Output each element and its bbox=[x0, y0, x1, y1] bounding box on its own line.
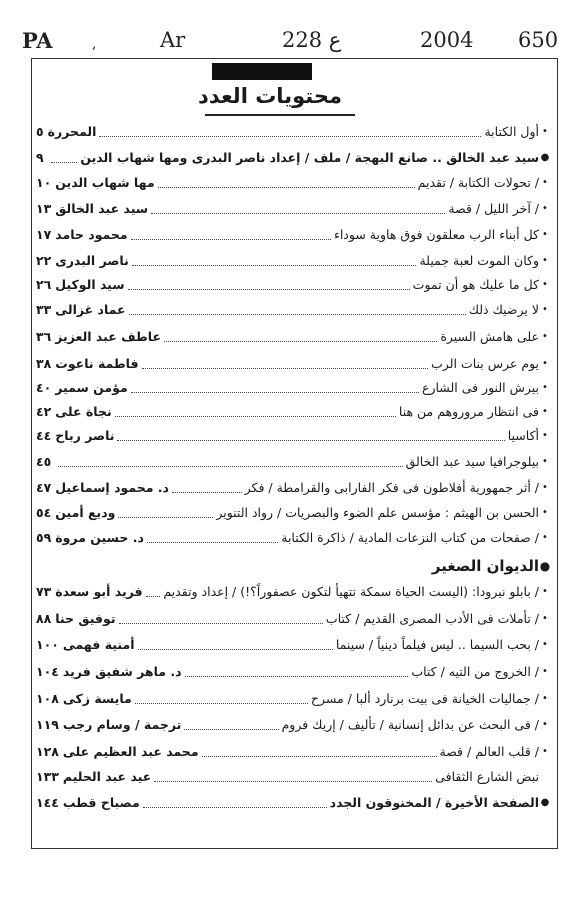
entry-page-number: ١٠٨ bbox=[36, 691, 59, 706]
entry-page-number: ٨٨ bbox=[36, 611, 52, 626]
list-item bbox=[36, 761, 551, 785]
entry-title: أول الكتابة bbox=[484, 124, 539, 139]
entry-title: قلب العالم / قصة / bbox=[439, 744, 539, 759]
redaction-bar bbox=[212, 63, 312, 80]
dot-leader bbox=[129, 313, 466, 315]
entry-page-number: ١٠٤ bbox=[36, 664, 59, 679]
bullet-icon: • bbox=[542, 126, 548, 137]
dot-leader bbox=[202, 755, 437, 757]
bullet-icon: • bbox=[542, 304, 548, 315]
entry-title: بيلوجرافيا سيد عبد الخالق bbox=[405, 454, 539, 469]
list-item bbox=[36, 269, 551, 293]
list-item bbox=[36, 603, 551, 627]
entry-title: تحولات الكتابة / تقديم / bbox=[417, 175, 539, 190]
entry-page-number: ٣٣ bbox=[36, 302, 52, 317]
entry-page-number: ١٠ bbox=[36, 175, 52, 190]
bullet-icon: • bbox=[542, 358, 548, 369]
list-item bbox=[36, 245, 551, 269]
entry-author: د. محمود إسماعيل bbox=[55, 480, 169, 495]
entry-title: نبض الشارع الثقافى bbox=[435, 769, 539, 784]
bullet-icon: ● bbox=[540, 797, 550, 808]
entry-page-number: ٢٦ bbox=[36, 277, 52, 292]
list-item bbox=[36, 116, 551, 140]
list-item bbox=[36, 372, 551, 396]
bullet-icon: • bbox=[542, 279, 548, 290]
dot-leader bbox=[154, 780, 432, 782]
dot-leader bbox=[128, 288, 410, 290]
list-item bbox=[36, 193, 551, 217]
entry-author: سيد الوكيل bbox=[55, 277, 125, 292]
entry-title: كل أبناء الرب معلقون فوق هاوية سوداء bbox=[333, 227, 539, 242]
entry-page-number: ٤٤ bbox=[36, 428, 52, 443]
dot-leader bbox=[132, 264, 417, 266]
entry-page-number: ١٧ bbox=[36, 227, 52, 242]
entry-author: د. حسين مروة bbox=[55, 530, 144, 545]
bullet-icon: • bbox=[542, 507, 548, 518]
entry-title: الخروج من التيه / كتاب / bbox=[411, 664, 539, 679]
entry-title: صفحات من كتاب النزعات المادية / ذاكرة الكتابة / bbox=[281, 530, 539, 545]
entry-author: المحررة bbox=[47, 124, 97, 139]
entry-title: بحب السيما .. ليس فيلماً دينياً / سينما / bbox=[335, 637, 539, 652]
list-item bbox=[36, 736, 551, 760]
dot-leader bbox=[131, 238, 331, 240]
entry-page-number: ٤٢ bbox=[36, 404, 52, 419]
entry-title: آخر الليل / قصة / bbox=[448, 201, 539, 216]
entry-page-number: ١١٩ bbox=[36, 717, 59, 732]
entry-page-number: ٥٤ bbox=[36, 505, 52, 520]
entry-title: فى البحث عن بدائل إنسانية / تأليف / إريك فروم / bbox=[281, 717, 539, 732]
dot-leader bbox=[119, 622, 323, 624]
handwritten-note-5: 2004 bbox=[420, 28, 474, 52]
handwritten-note-6: 650 bbox=[518, 28, 559, 52]
entry-page-number: ١٢٨ bbox=[36, 744, 59, 759]
entry-title: على هامش السيرة bbox=[440, 329, 539, 344]
list-item bbox=[36, 709, 551, 733]
entry-author: مايسة زكى bbox=[62, 691, 132, 706]
entry-author: ناصر البدرى bbox=[55, 253, 129, 268]
list-item bbox=[36, 142, 551, 166]
entry-title: لا يرضيك ذلك bbox=[468, 302, 539, 317]
entry-author: فاطمة ناعوت bbox=[55, 356, 139, 371]
dot-leader bbox=[115, 415, 396, 417]
bullet-icon: • bbox=[542, 203, 548, 214]
entry-title: وكان الموت لعبة جميلة bbox=[419, 253, 539, 268]
dot-leader bbox=[58, 465, 402, 467]
entry-author: سيد عبد الخالق bbox=[55, 201, 149, 216]
entry-page-number: ٩ bbox=[36, 150, 44, 165]
entry-page-number: ١٣ bbox=[36, 201, 52, 216]
dot-leader bbox=[151, 212, 445, 214]
list-item bbox=[36, 497, 551, 521]
entry-author: وديع أمين bbox=[55, 505, 116, 520]
dot-leader bbox=[135, 702, 308, 704]
handwritten-note-3: Ar bbox=[160, 28, 186, 52]
bullet-icon: ● bbox=[540, 152, 550, 163]
dot-leader bbox=[118, 516, 213, 518]
entry-title: الديوان الصغير bbox=[431, 557, 539, 575]
entry-author: مصباح قطب bbox=[62, 795, 140, 810]
entry-page-number: ٤٧ bbox=[36, 480, 52, 495]
handwritten-note-2: , bbox=[92, 36, 97, 52]
bullet-icon: • bbox=[542, 666, 548, 677]
entry-title: أثر جمهورية أفلاطون فى فكر الفارابى والقرامطة / فكر / bbox=[244, 480, 539, 495]
entry-page-number: ٣٨ bbox=[36, 356, 52, 371]
entry-author: عيد عبد الحليم bbox=[62, 769, 152, 784]
entry-title: الحسن بن الهيثم : مؤسس علم الضوء والبصريات / رواد التنوير bbox=[216, 505, 539, 520]
entry-author: توفيق حنا bbox=[55, 611, 116, 626]
entry-page-number: ٥٩ bbox=[36, 530, 52, 545]
bullet-icon: • bbox=[542, 406, 548, 417]
entry-title: تأملات فى الأدب المصرى القديم / كتاب / bbox=[325, 611, 539, 626]
list-item bbox=[36, 167, 551, 191]
entry-title: فى انتظار مروروهم من هنا bbox=[398, 404, 539, 419]
entry-page-number: ٣٦ bbox=[36, 329, 52, 344]
bullet-icon: • bbox=[542, 255, 548, 266]
entry-page-number: ١٤٤ bbox=[36, 795, 59, 810]
dot-leader bbox=[172, 491, 242, 493]
entry-author: فريد أبو سعدة bbox=[55, 584, 143, 599]
bullet-icon: • bbox=[542, 586, 548, 597]
entry-author: عماد غزالى bbox=[55, 302, 126, 317]
list-item bbox=[36, 787, 551, 811]
entry-title: الصفحة الأخيرة / المخنوقون الجدد bbox=[329, 795, 539, 810]
dot-leader bbox=[185, 675, 409, 677]
dot-leader bbox=[164, 340, 437, 342]
entry-page-number: ٤٥ bbox=[36, 454, 52, 469]
entry-author: عاطف عبد العزيز bbox=[55, 329, 162, 344]
entry-author: محمود حامد bbox=[55, 227, 128, 242]
dot-leader bbox=[138, 648, 333, 650]
entry-page-number: ٥ bbox=[36, 124, 44, 139]
entry-author: ناصر رباح bbox=[55, 428, 115, 443]
list-item bbox=[36, 446, 551, 470]
entry-page-number: ٤٠ bbox=[36, 380, 52, 395]
handwritten-note-1: PA bbox=[22, 28, 53, 53]
bullet-icon: • bbox=[542, 456, 548, 467]
entry-author: د. ماهر شفيق فريد bbox=[62, 664, 182, 679]
dot-leader bbox=[131, 391, 419, 393]
list-item bbox=[36, 550, 551, 574]
bullet-icon: • bbox=[542, 482, 548, 493]
bullet-icon: • bbox=[542, 639, 548, 650]
list-item bbox=[36, 522, 551, 546]
bullet-icon: • bbox=[542, 719, 548, 730]
dot-leader bbox=[51, 161, 78, 163]
entry-title: يوم عرس بنات الرب bbox=[431, 356, 539, 371]
handwritten-note-4: 228 ع bbox=[282, 28, 342, 52]
bullet-icon: ● bbox=[539, 559, 551, 573]
entry-title: كل ما عليك هو أن تموت bbox=[412, 277, 539, 292]
list-item bbox=[36, 348, 551, 372]
list-item bbox=[36, 219, 551, 243]
bullet-icon: • bbox=[542, 532, 548, 543]
dot-leader bbox=[184, 728, 278, 730]
bullet-icon: • bbox=[542, 382, 548, 393]
entry-title: أكاسيا bbox=[507, 428, 539, 443]
dot-leader bbox=[117, 439, 504, 441]
list-item bbox=[36, 629, 551, 653]
dot-leader bbox=[142, 367, 428, 369]
list-item bbox=[36, 321, 551, 345]
entry-page-number: ٢٢ bbox=[36, 253, 52, 268]
entry-page-number: ٧٣ bbox=[36, 584, 52, 599]
list-item bbox=[36, 656, 551, 680]
entry-page-number: ١٣٣ bbox=[36, 769, 59, 784]
dot-leader bbox=[146, 595, 161, 597]
bullet-icon: • bbox=[542, 693, 548, 704]
dot-leader bbox=[143, 806, 327, 808]
entry-author: مها شهاب الدين bbox=[55, 175, 155, 190]
bullet-icon: • bbox=[542, 430, 548, 441]
entry-author: مؤمن سمير bbox=[55, 380, 128, 395]
entry-page-number: ١٠٠ bbox=[36, 637, 59, 652]
entry-title: جماليات الخيانة فى بيت برنارد ألبا / مسرح / bbox=[310, 691, 539, 706]
entry-author: محمد عبد العظيم على bbox=[62, 744, 199, 759]
list-item bbox=[36, 420, 551, 444]
entry-title: بيرش النور فى الشارع bbox=[421, 380, 539, 395]
bullet-icon: • bbox=[542, 331, 548, 342]
bullet-icon: • bbox=[542, 613, 548, 624]
list-item bbox=[36, 294, 551, 318]
dot-leader bbox=[99, 135, 481, 137]
entry-author: ترجمة / وسام رجب bbox=[62, 717, 182, 732]
bullet-icon: • bbox=[542, 746, 548, 757]
page-title: محتويات العدد bbox=[198, 84, 342, 108]
entry-title: سيد عبد الخالق .. صانع البهجة / ملف / إعداد ناصر البدرى ومها شهاب الدين bbox=[80, 150, 539, 165]
entry-author: أمنية فهمى bbox=[62, 637, 135, 652]
list-item bbox=[36, 683, 551, 707]
bullet-icon: • bbox=[542, 229, 548, 240]
dot-leader bbox=[147, 541, 278, 543]
list-item bbox=[36, 396, 551, 420]
entry-title: بابلو نيرودا: (اليست الحياة سمكة تتهيأ لتكون عصفوراً؟!) / إعداد وتقديم / bbox=[163, 584, 539, 599]
dot-leader bbox=[158, 186, 415, 188]
entry-author: نجاة على bbox=[55, 404, 112, 419]
list-item bbox=[36, 472, 551, 496]
list-item bbox=[36, 576, 551, 600]
bullet-icon: • bbox=[542, 177, 548, 188]
